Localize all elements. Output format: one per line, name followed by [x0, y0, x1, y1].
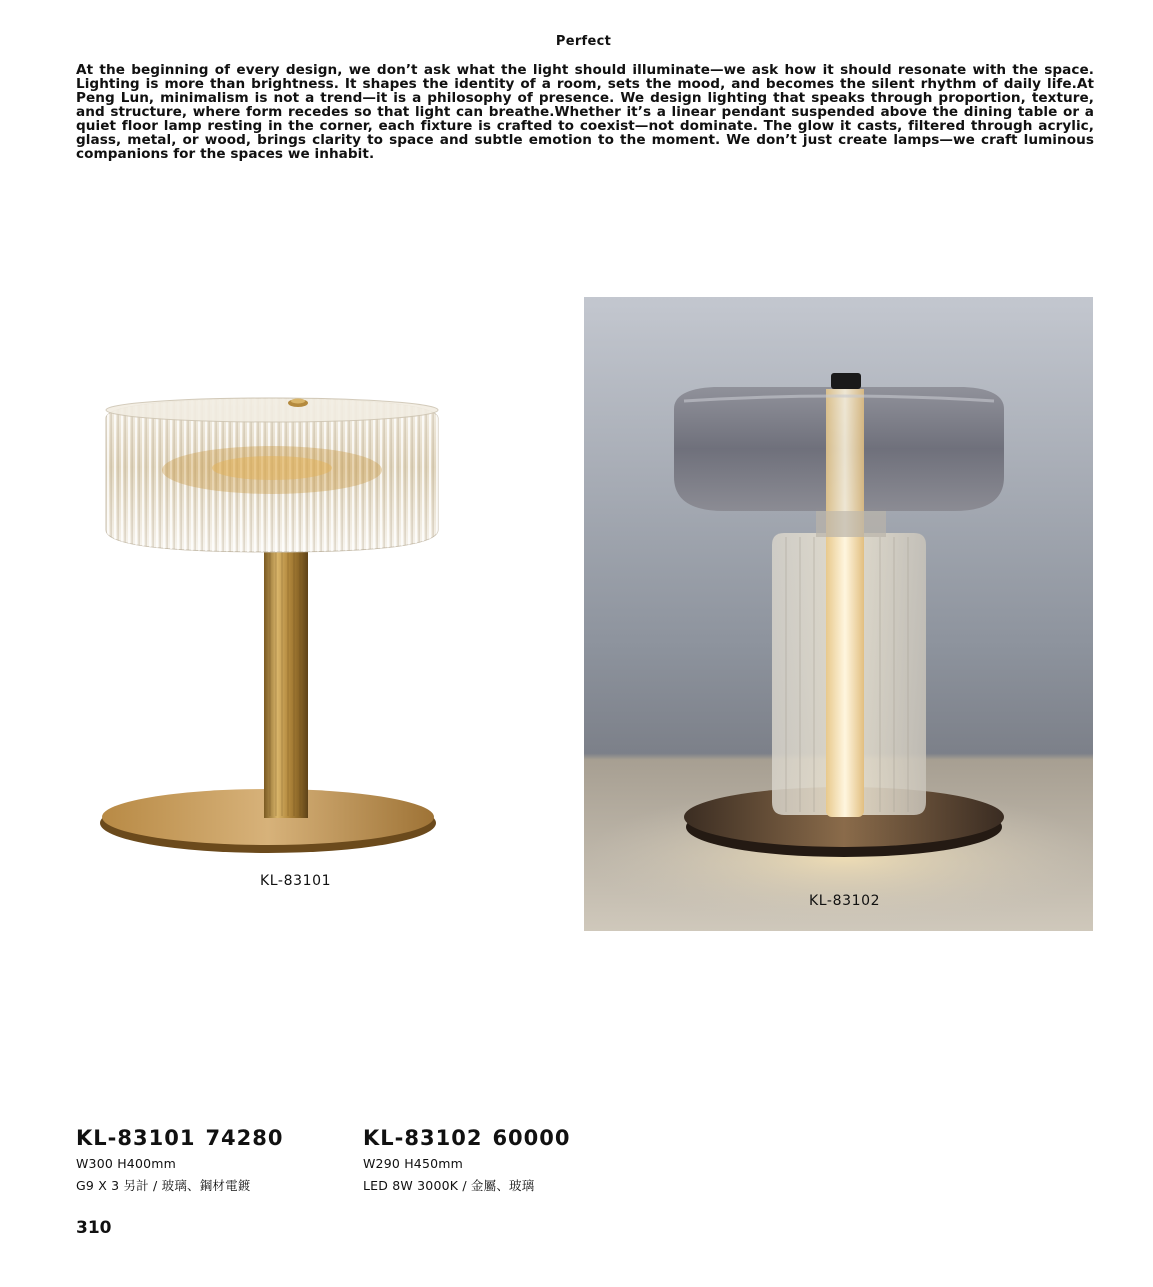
product-dimensions: W300 H400mm [76, 1156, 177, 1171]
page-title: Perfect [555, 34, 612, 49]
product-code: KL-83102 [363, 1126, 483, 1150]
product-materials: LED 8W 3000K / 金屬、玻璃 [363, 1178, 535, 1193]
product-spec-kl-83102 [363, 1126, 571, 1194]
figure-caption-kl-83102: KL-83102 [809, 893, 881, 909]
product-materials: G9 X 3 另計 / 玻璃、鋼材電鍍 [76, 1178, 251, 1193]
product-code: KL-83101 [76, 1126, 196, 1150]
intro-paragraph: At the beginning of every design, we don’t ask what the light should illuminate—we ask how it should resonate with the space. Lighting is more than brightness. It shapes the identity of a room, sets the mood, and becomes the silent rhythm of daily life.At Peng Lun, minimalism is not a trend—it is a philosophy of presence. We design lighting that speaks through proportion, texture, and structure, where form recedes so that light can breathe.Whether it’s a linear pendant suspended above the dining table or a quiet floor lamp resting in the corner, each fixture is crafted to coexist—not dominate. The glow it casts, filtered through acrylic, glass, metal, or wood, brings clarity to space and subtle emotion to the moment. We don’t just create lamps—we craft luminous companions for the spaces we inhabit. [76, 62, 1094, 162]
product-spec-kl-83101 [76, 1126, 284, 1194]
product-code-line [76, 1126, 284, 1150]
product-image-kl-83101 [100, 388, 445, 858]
product-dimensions: W290 H450mm [363, 1156, 464, 1171]
page-number: 310 [76, 1218, 112, 1238]
product-image-kl-83102 [584, 297, 1093, 931]
product-code-line [363, 1126, 571, 1150]
product-price: 74280 [205, 1126, 284, 1150]
product-price: 60000 [492, 1126, 571, 1150]
figure-caption-kl-83101: KL-83101 [260, 873, 332, 889]
